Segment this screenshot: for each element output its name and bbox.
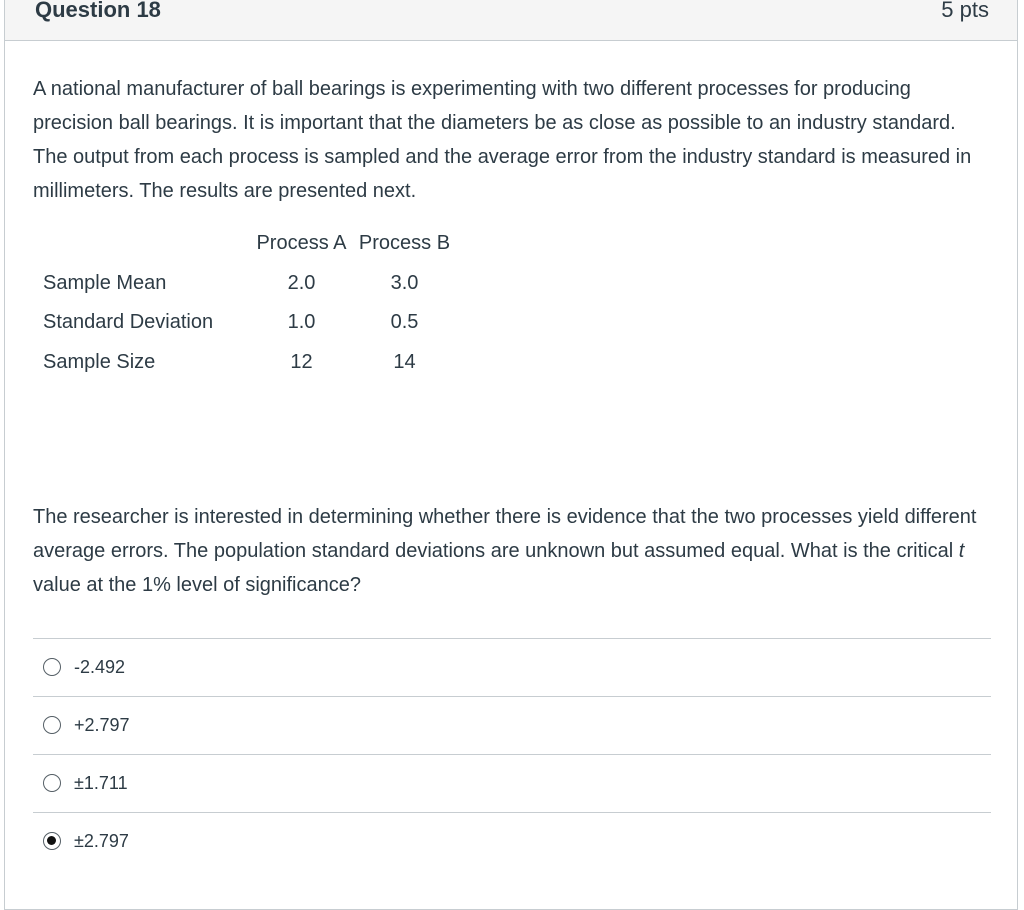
answer-option[interactable] [33,696,991,754]
question-prompt-text [33,500,993,602]
table-cell-process-b: 3.0 [390,271,419,294]
table-cell-process-a: 12 [290,350,313,373]
answer-label[interactable]: ±1.711 [74,773,128,793]
table-row [33,303,456,343]
question-prompt-t-variable: t [958,540,965,562]
table-cell-process-a: 1.0 [287,311,316,334]
question-prompt-part: The researcher is interested in determining whether there is evidence that the two processes yield different average errors. The population standard deviations are unknown but assumed equal. What is the critical [33,506,977,562]
answer-radio-button[interactable] [43,832,61,850]
question-prompt-part: value at the 1% level of significance? [33,574,361,596]
table-cell-process-b: 0.5 [390,311,419,334]
table-cell-process-a: 2.0 [287,271,316,294]
answer-option[interactable] [33,754,991,812]
question-points: 5 pts [941,0,989,22]
table-header-process-b: Process B [358,232,451,255]
table-row-label: Sample Mean [43,271,167,294]
table-row [33,343,456,383]
table-header-process-a: Process A [256,232,347,255]
answer-label[interactable]: ±2.797 [74,831,129,851]
answer-options [33,638,991,870]
answer-radio-button[interactable] [43,658,61,676]
table-header-row [33,224,456,264]
table-header-empty [33,224,250,264]
question-card [4,0,1018,910]
question-title: Question 18 [35,0,161,22]
table-row-label: Standard Deviation [43,311,214,334]
answer-option[interactable] [33,638,991,696]
table-row [33,264,456,304]
question-header [5,0,1017,41]
answer-radio-button[interactable] [43,774,61,792]
table-row-label: Sample Size [43,350,156,373]
answer-label[interactable]: -2.492 [74,657,126,677]
table-cell-process-b: 14 [393,350,416,373]
answer-radio-button[interactable] [43,716,61,734]
process-stats-table [33,224,456,382]
question-intro-text: A national manufacturer of ball bearings is experimenting with two different processes for producing precision ball bearings. It is important that the diameters be as close as possible to an industry standard. The output from each process is sampled and the average error from the industry standard is measured in millimeters. The results are presented next. [33,78,972,202]
answer-option[interactable] [33,812,991,870]
answer-label[interactable]: +2.797 [74,715,130,735]
